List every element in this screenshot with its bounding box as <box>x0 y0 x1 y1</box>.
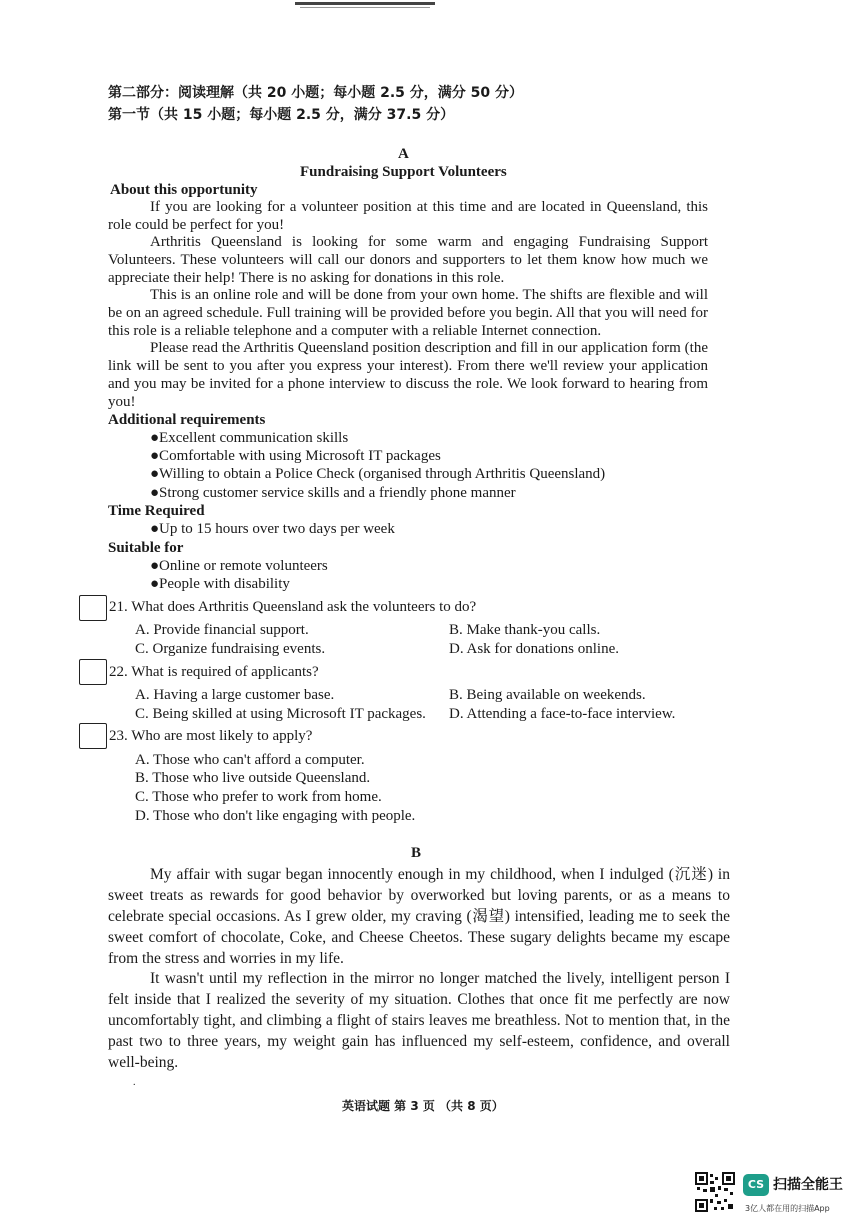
option-23b[interactable]: B. Those who live outside Queensland. <box>135 770 371 786</box>
scanner-name: 扫描全能王 <box>773 1177 843 1193</box>
passage-b-paragraph: My affair with sugar began innocently enough in my childhood, when I indulged (沉迷) in sweet treats as rewards for good behavior by overworked but loving parents, or as a means to celebrate special occasions. As I grew older, my craving (渴望) intensified, leading me to seek the sweet comfort of chocolate, Coke, and Cheese Cheetos. These sugary delights became my escape from the stress and worries in my life. <box>108 866 730 967</box>
answer-box-21[interactable] <box>79 595 107 621</box>
scanner-logo: CS <box>743 1174 769 1196</box>
passage-a-paragraph: This is an online role and will be done from your own home. The shifts are flexible and will be on an agreed schedule. Full training will be provided before you begin. All that you will need for this role is a reliable telephone and a computer with a reliable Internet connection. <box>108 287 708 339</box>
suitable-heading: Suitable for <box>108 540 184 556</box>
top-scan-rule <box>295 2 435 5</box>
section-heading: 第一节（共 15 小题；每小题 2.5 分，满分 37.5 分） <box>108 107 455 123</box>
suitable-item: ●Online or remote volunteers <box>150 558 328 574</box>
question-stem-21: 21. What does Arthritis Queensland ask the volunteers to do? <box>109 599 477 615</box>
page-footer: 英语试题 第 3 页 （共 8 页） <box>342 1099 504 1113</box>
option-22a[interactable]: A. Having a large customer base. <box>135 687 335 703</box>
scanner-tagline: 3亿人都在用的扫描App <box>745 1204 830 1213</box>
requirement-item: ●Strong customer service skills and a friendly phone manner <box>150 485 516 501</box>
passage-b-letter: B <box>411 845 422 861</box>
option-21a[interactable]: A. Provide financial support. <box>135 622 309 638</box>
time-item: ●Up to 15 hours over two days per week <box>150 521 395 537</box>
option-22b[interactable]: B. Being available on weekends. <box>449 687 646 703</box>
answer-box-23[interactable] <box>79 723 107 749</box>
stray-dot: . <box>133 1077 136 1088</box>
additional-heading: Additional requirements <box>108 412 266 428</box>
option-21b[interactable]: B. Make thank-you calls. <box>449 622 601 638</box>
top-scan-rule-thin <box>300 7 430 8</box>
passage-a-paragraph: If you are looking for a volunteer position at this time and are located in Queensland, this role could be perfect for you! <box>108 199 708 233</box>
passage-a-title: Fundraising Support Volunteers <box>300 164 507 180</box>
time-heading: Time Required <box>108 503 205 519</box>
suitable-item: ●People with disability <box>150 576 290 592</box>
option-21c[interactable]: C. Organize fundraising events. <box>135 641 326 657</box>
part-heading: 第二部分：阅读理解（共 20 小题；每小题 2.5 分，满分 50 分） <box>108 85 524 101</box>
option-21d[interactable]: D. Ask for donations online. <box>449 641 619 657</box>
requirement-item: ●Excellent communication skills <box>150 430 349 446</box>
passage-a-letter: A <box>398 146 409 162</box>
question-stem-23: 23. Who are most likely to apply? <box>109 728 313 744</box>
about-heading: About this opportunity <box>110 182 258 198</box>
option-23d[interactable]: D. Those who don't like engaging with people. <box>135 808 416 824</box>
option-23c[interactable]: C. Those who prefer to work from home. <box>135 789 382 805</box>
answer-box-22[interactable] <box>79 659 107 685</box>
option-22c[interactable]: C. Being skilled at using Microsoft IT packages. <box>135 706 426 722</box>
requirement-item: ●Comfortable with using Microsoft IT packages <box>150 448 441 464</box>
passage-a-paragraph: Please read the Arthritis Queensland position description and fill in our application form (the link will be sent to you after you express your interest). From there we'll review your application and you may be invited for a phone interview to discuss the role. We look forward to hearing from you! <box>108 340 708 410</box>
passage-a-paragraph: Arthritis Queensland is looking for some warm and engaging Fundraising Support Volunteers. These volunteers will call our donors and supporters to let them know how much we appreciate their help! There is no asking for donations in this role. <box>108 234 708 286</box>
question-stem-22: 22. What is required of applicants? <box>109 664 319 680</box>
requirement-item: ●Willing to obtain a Police Check (organised through Arthritis Queensland) <box>150 466 606 482</box>
qr-code-icon <box>695 1172 735 1212</box>
passage-b-paragraph: It wasn't until my reflection in the mirror no longer matched the lively, intelligent person I felt inside that I realized the severity of my situation. Clothes that once fit me perfectly are now uncomfortably tight, and climbing a flight of stairs leaves me breathless. Not to mention that, in the past two to three years, my weight gain has influenced my self-esteem, confidence, and overall well-being. <box>108 970 730 1071</box>
option-22d[interactable]: D. Attending a face-to-face interview. <box>449 706 676 722</box>
option-23a[interactable]: A. Those who can't afford a computer. <box>135 752 365 768</box>
